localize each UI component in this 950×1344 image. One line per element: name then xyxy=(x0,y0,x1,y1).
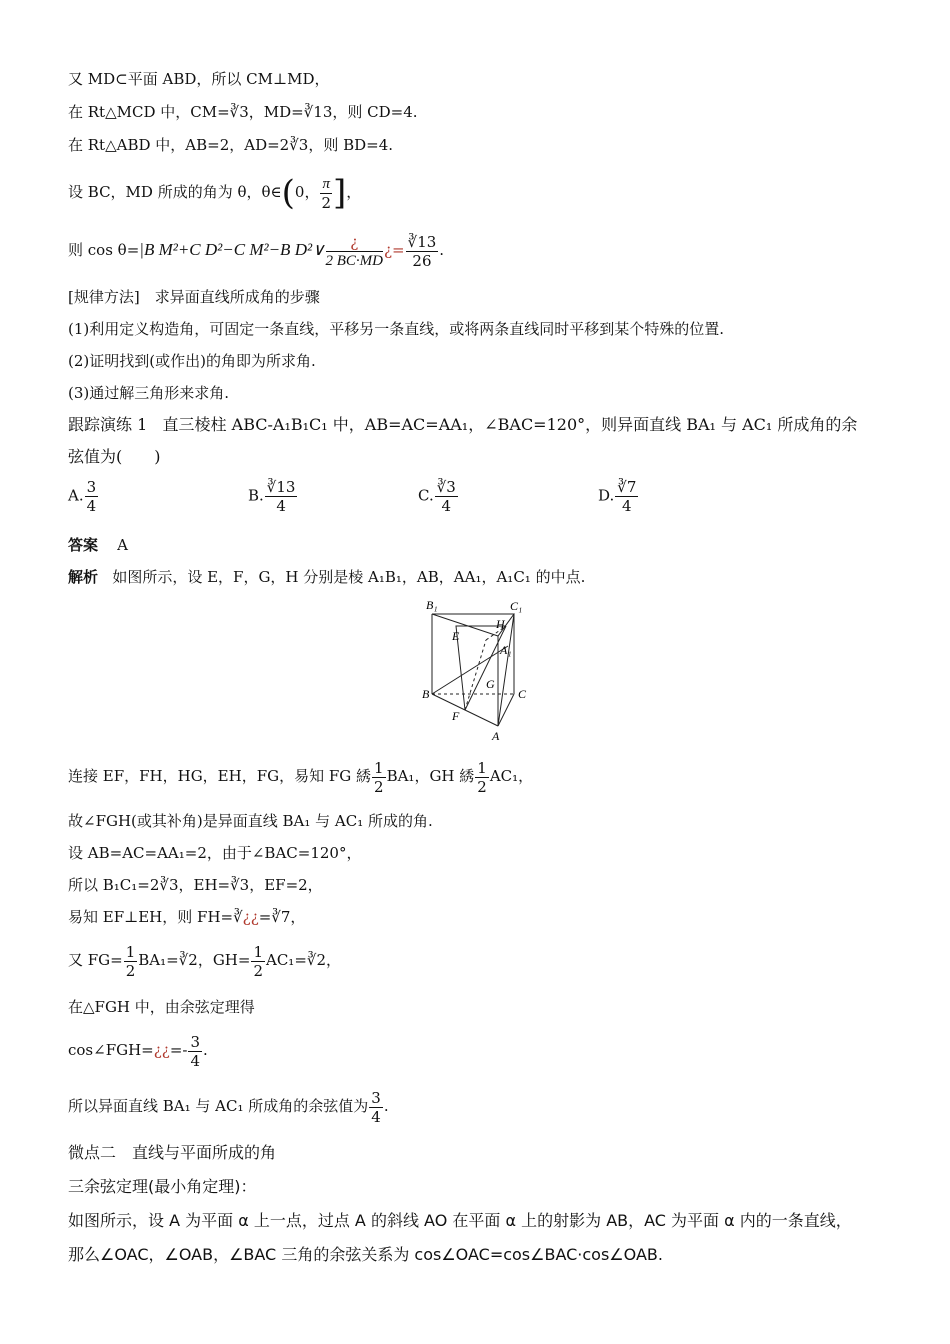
label-c1: C₁ xyxy=(510,599,523,613)
exercise-line-1 xyxy=(68,414,857,436)
exercise-heading: 跟踪演练 1 xyxy=(68,415,148,434)
label-b: B xyxy=(422,687,430,701)
option-c[interactable]: C. $\frac{∛3}{4}$ xyxy=(418,478,456,515)
option-d[interactable]: D. $\frac{∛7}{4}$ xyxy=(598,478,637,515)
label-e: E xyxy=(452,629,460,643)
interval-start: 0， xyxy=(294,183,320,201)
section-paragraph-2: 那么∠OAC，∠OAB，∠BAC 三角的余弦关系为 cos∠OAC=cos∠BAC·cos∠OAB. xyxy=(68,1245,663,1264)
text-line-2: 在 Rt△MCD 中，CM=∛3，MD=∛13，则 CD=4. xyxy=(68,103,418,121)
label-g: G xyxy=(486,677,495,691)
exercise-text: 直三棱柱 ABC-A₁B₁C₁ 中，AB=AC=AA₁，∠BAC=120°，则异面直线 BA₁ 与 AC₁ 所成角的余 xyxy=(162,415,858,434)
answer-label: 答案 xyxy=(68,536,99,554)
analysis-line xyxy=(68,566,585,588)
cos-formula: |B M²+C D²−C M²−B D²∨ xyxy=(139,240,325,259)
solution-line-5: 易知 EF⊥EH，则 FH=∛¿¿=∛7， xyxy=(68,908,306,926)
solution-line-3: 设 AB=AC=AA₁=2，由于∠BAC=120°， xyxy=(68,844,362,862)
solution-line-6: 又 FG= $\frac{1}{2}$ BA₁=∛2，GH= $\frac{1}{2}$ AC₁=∛2， xyxy=(68,942,341,980)
option-b[interactable]: B. $\frac{∛13}{4}$ xyxy=(248,478,296,515)
label-f: F xyxy=(452,709,460,723)
text-line-1: 又 MD⊂平面 ABD，所以 CM⊥MD， xyxy=(68,70,330,88)
answer-value: A xyxy=(117,536,128,554)
pi-over-two: $\frac{\pi}{2}$ xyxy=(321,175,331,212)
option-a[interactable]: A. $\frac{3}{4}$ xyxy=(68,478,97,515)
cos-result: $\frac{∛13}{26}$ xyxy=(407,232,437,270)
method-step-2: (2)证明找到(或作出)的角即为所求角. xyxy=(68,352,316,370)
solution-line-8: cos∠FGH=¿¿=- $\frac{3}{4}$ . xyxy=(68,1032,208,1070)
label-c: C xyxy=(518,687,527,701)
analysis-label: 解析 xyxy=(68,568,99,586)
method-step-1: (1)利用定义构造角，可固定一条直线，平移另一条直线，或将两条直线同时平移到某个特殊的位置. xyxy=(68,320,725,338)
analysis-text: 如图所示，设 E，F，G，H 分别是棱 A₁B₁，AB，AA₁，A₁C₁ 的中点. xyxy=(112,568,586,586)
text-line-4: 设 BC，MD 所成的角为 θ，θ∈(0， $\frac{\pi}{2}$ ]， xyxy=(68,173,362,213)
method-title: [规律方法] 求异面直线所成角的步骤 xyxy=(68,288,320,306)
section-subtitle: 三余弦定理(最小角定理)： xyxy=(68,1177,257,1196)
solution-line-9: 所以异面直线 BA₁ 与 AC₁ 所成角的余弦值为 $\frac{3}{4}$ . xyxy=(68,1088,389,1126)
label-a: A xyxy=(492,729,500,743)
solution-line-2: 故∠FGH(或其补角)是异面直线 BA₁ 与 AC₁ 所成的角. xyxy=(68,812,433,830)
solution-line-1: 连接 EF，FH，HG，EH，FG，易知 FG 綉 $\frac{1}{2}$ BA₁，GH 綉 $\frac{1}{2}$ AC₁， xyxy=(68,758,534,796)
label-a1: A₁ xyxy=(500,643,512,657)
label-h: H xyxy=(496,617,505,631)
text-line-3: 在 Rt△ABD 中，AB=2，AD=2∛3，则 BD=4. xyxy=(68,136,394,154)
solution-line-7: 在△FGH 中，由余弦定理得 xyxy=(68,998,255,1016)
label-b1: B₁ xyxy=(426,598,438,612)
solution-line-4: 所以 B₁C₁=2∛3，EH=∛3，EF=2， xyxy=(68,876,323,894)
section-title: 微点二 直线与平面所成的角 xyxy=(68,1143,277,1162)
method-step-3: (3)通过解三角形来求角. xyxy=(68,384,230,402)
exercise-line-2: 弦值为( ) xyxy=(68,447,161,466)
text-line-5: 则 cos θ=|B M²+C D²−C M²−B D²∨ $\frac{¿}{2 BC\cdot MD}$ ¿= $\frac{∛13}{26}$ . xyxy=(68,232,445,270)
prism-figure xyxy=(420,596,532,746)
answer-line xyxy=(68,534,128,556)
cos-fraction: $\frac{¿}{2 BC\cdot MD}$ xyxy=(325,232,384,269)
angle-range-text: 设 BC，MD 所成的角为 θ，θ∈ xyxy=(68,183,282,201)
section-paragraph-1: 如图所示，设 A 为平面 α 上一点，过点 A 的斜线 AO 在平面 α 上的射影为 AB，AC 为平面 α 内的一条直线， xyxy=(68,1211,852,1230)
